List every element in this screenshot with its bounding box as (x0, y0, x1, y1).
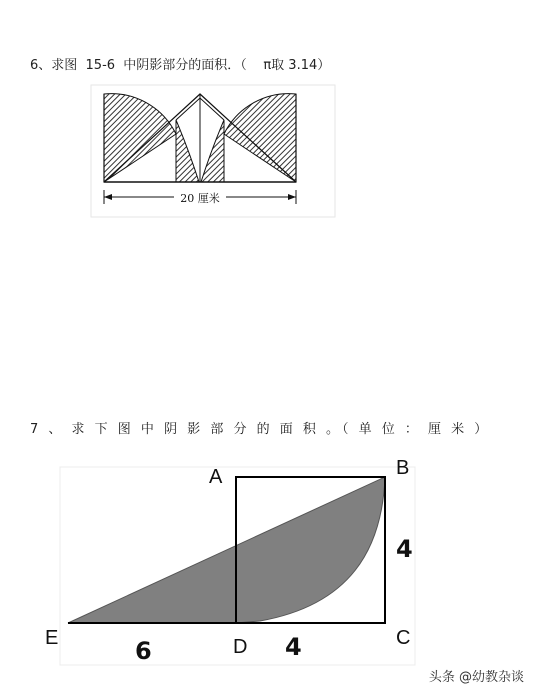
figure-7 (40, 455, 420, 670)
length-ED: 6 (135, 637, 152, 665)
label-C: C (396, 627, 411, 649)
length-DC: 4 (285, 633, 302, 661)
label-D: D (233, 636, 248, 658)
label-E: E (45, 627, 59, 649)
label-B: B (396, 457, 410, 479)
length-BC: 4 (396, 535, 413, 563)
question-7-text: 7 、 求 下 图 中 阴 影 部 分 的 面 积 。（ 单 位 ： 厘 米 ） (30, 422, 491, 437)
question-6-text: 6、求图 15-6 中阴影部分的面积．（ π取 3.14） (30, 58, 331, 73)
label-A: A (209, 466, 223, 488)
figure-15-6 (90, 84, 336, 218)
dimension-label: 20 厘米 (180, 192, 220, 205)
watermark: 头条 @幼教杂谈 (428, 670, 524, 685)
